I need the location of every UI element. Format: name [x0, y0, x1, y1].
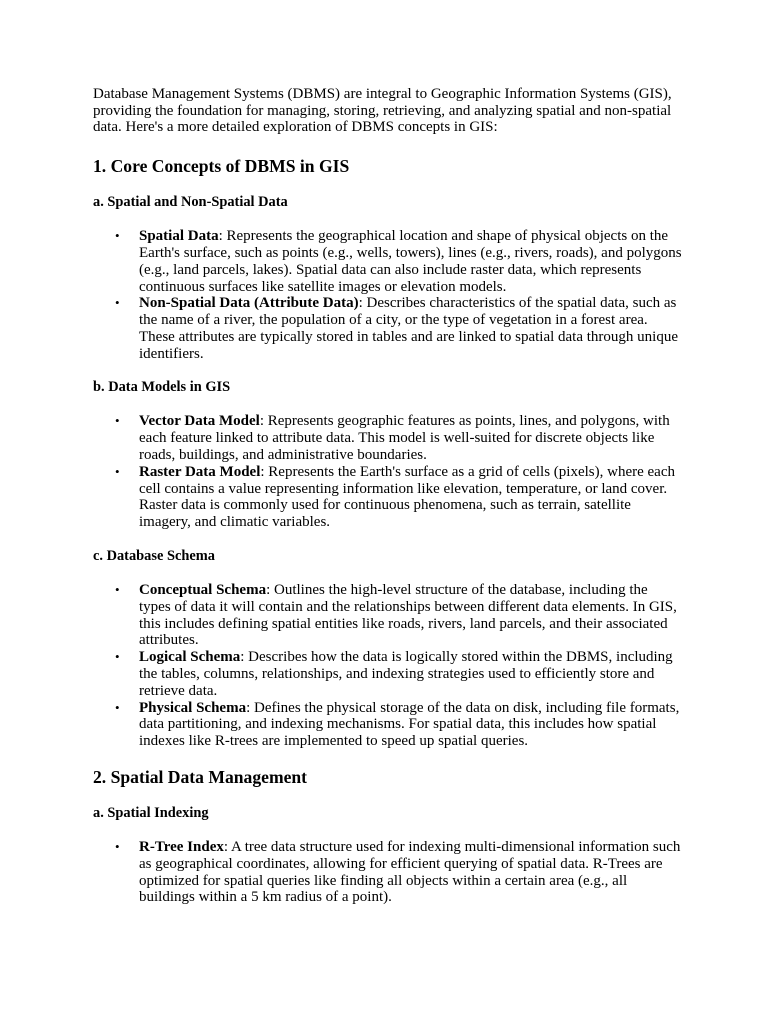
subsection-heading-database-schema: c. Database Schema — [93, 548, 215, 565]
definition: : Describes how the data is logically stored within the DBMS, including the tables, columns, relationships, and indexing strategies used to efficiently store and retrieve data. — [139, 649, 673, 699]
term: Physical Schema — [139, 699, 247, 716]
subsection-heading-spatial-non-spatial: a. Spatial and Non-Spatial Data — [93, 194, 288, 211]
term: Vector Data Model — [139, 413, 260, 430]
bullet-icon: • — [115, 228, 120, 244]
bullet-icon: • — [115, 463, 120, 479]
bullet-list — [93, 582, 683, 750]
list-item — [93, 839, 683, 906]
term: Conceptual Schema — [139, 582, 267, 599]
bullet-icon: • — [115, 413, 120, 429]
bullet-list — [93, 413, 683, 531]
definition: : A tree data structure used for indexing multi-dimensional information such as geographical coordinates, allowing for efficient querying of spatial data. R-Trees are optimized for spatial queries like finding all objects within a certain area (e.g., all buildings within a 5 km radius of a point). — [139, 839, 681, 906]
bullet-list — [93, 839, 683, 906]
section-heading-core-concepts: 1. Core Concepts of DBMS in GIS — [93, 156, 350, 177]
term: Spatial Data — [139, 228, 219, 245]
definition: : Describes characteristics of the spatial data, such as the name of a river, the population of a city, or the type of vegetation in a forest area. These attributes are typically stored in tables and are linked to spatial data through unique identifiers. — [139, 295, 678, 362]
bullet-icon: • — [115, 295, 120, 311]
definition: : Outlines the high-level structure of the database, including the types of data it will contain and the relationships between different data elements. In GIS, this includes defining spatial entities like roads, rivers, land parcels, and their associated attributes. — [139, 582, 677, 649]
bullet-icon: • — [115, 582, 120, 598]
definition: : Represents geographic features as points, lines, and polygons, with each feature linked to attribute data. This model is well-suited for discrete objects like roads, buildings, and administrative boundaries. — [139, 413, 670, 464]
term: R-Tree Index — [139, 839, 224, 856]
list-item — [93, 228, 683, 295]
term: Raster Data Model — [139, 463, 261, 480]
intro-paragraph: Database Management Systems (DBMS) are integral to Geographic Information Systems (GIS), providing the foundation for managing, storing, retrieving, and analyzing spatial and non-spatial data. Here's a more detailed exploration of DBMS concepts in GIS: — [93, 86, 672, 136]
list-item — [93, 413, 683, 463]
list-item — [93, 700, 683, 750]
bullet-icon: • — [115, 649, 120, 665]
subsection-heading-data-models: b. Data Models in GIS — [93, 379, 231, 396]
list-item — [93, 582, 683, 649]
bullet-icon: • — [115, 699, 120, 715]
definition: : Represents the Earth's surface as a grid of cells (pixels), where each cell contains a value representing information like elevation, temperature, or land cover. Raster data is commonly used for continuous phenomena, such as terrain, satellite imagery, and climatic variables. — [139, 463, 675, 531]
section-heading-spatial-data-management: 2. Spatial Data Management — [93, 767, 308, 788]
document-content — [93, 86, 683, 906]
subsection-heading-spatial-indexing: a. Spatial Indexing — [93, 805, 209, 822]
list-item — [93, 464, 683, 531]
list-item — [93, 649, 683, 699]
bullet-icon: • — [115, 839, 120, 855]
list-item — [93, 295, 683, 362]
bullet-list — [93, 228, 683, 362]
definition: : Defines the physical storage of the data on disk, including file formats, data partitioning, and indexing mechanisms. For spatial data, this includes how spatial indexes like R-trees are implemented to speed up spatial queries. — [139, 699, 680, 750]
definition: : Represents the geographical location and shape of physical objects on the Earth's surface, such as points (e.g., wells, towers), lines (e.g., rivers, roads), and polygons (e.g., land parcels, lakes). Spatial data can also include raster data, which represents continuous surfaces like satellite images or elevation models. — [139, 228, 682, 295]
term: Non-Spatial Data (Attribute Data) — [139, 295, 359, 312]
term: Logical Schema — [139, 649, 241, 666]
